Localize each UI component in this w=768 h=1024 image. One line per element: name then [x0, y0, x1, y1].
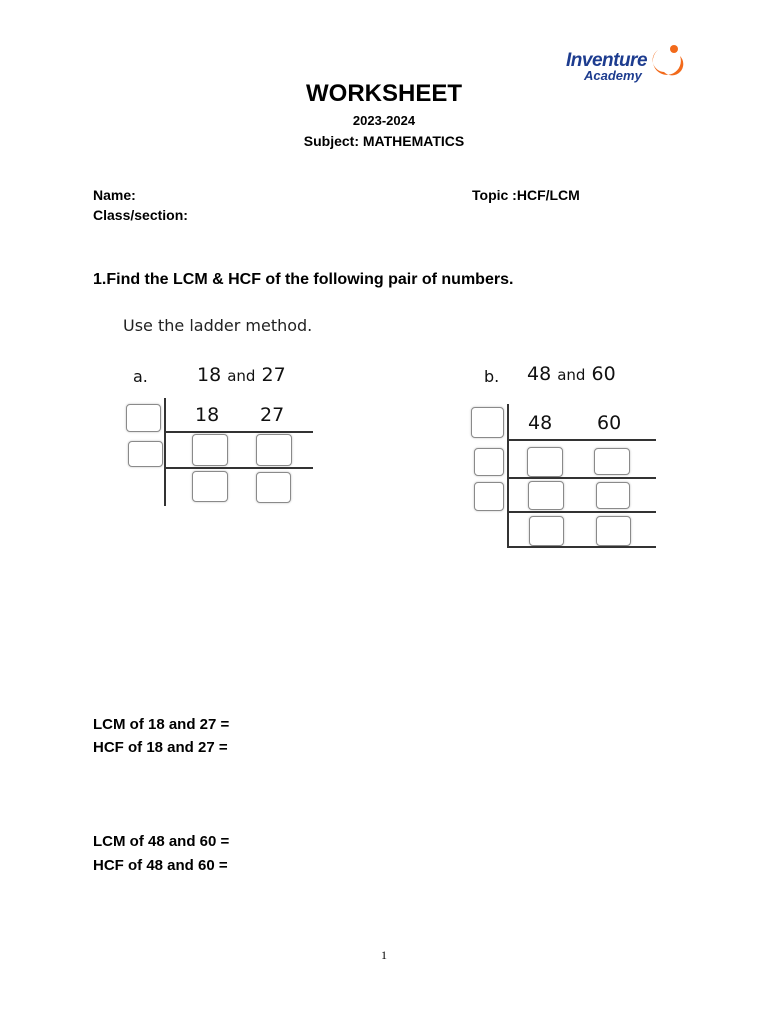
- subject-line: Subject: MATHEMATICS: [303, 133, 465, 149]
- ladder-a-quotient-box-1b[interactable]: [256, 434, 292, 466]
- ladder-a-divisor-box-1[interactable]: [126, 404, 161, 432]
- ladder-a-line-1: [164, 431, 313, 433]
- ladder-a-line-2: [164, 467, 313, 469]
- problem-b-num1: 48: [527, 363, 552, 385]
- problem-b-num2: 60: [591, 363, 616, 385]
- worksheet-title: WORKSHEET: [306, 80, 462, 107]
- academic-year: 2023-2024: [352, 113, 416, 128]
- instruction-text: Use the ladder method.: [123, 316, 313, 335]
- ladder-b-quotient-box-3b[interactable]: [596, 516, 631, 546]
- ladder-a-num1: 18: [195, 404, 220, 426]
- problem-b-label: b.: [484, 367, 500, 386]
- page-number: 1: [381, 948, 387, 962]
- lcm-48-60-answer-line: LCM of 48 and 60 =: [93, 833, 230, 850]
- ladder-a-quotient-box-2b[interactable]: [256, 472, 291, 503]
- ladder-a-quotient-box-2a[interactable]: [192, 471, 228, 502]
- ladder-a-vertical-line: [164, 398, 166, 506]
- ladder-b-quotient-box-2b[interactable]: [596, 482, 630, 509]
- ladder-b-divisor-box-2[interactable]: [474, 448, 504, 476]
- name-field-label: Name:: [93, 187, 136, 203]
- ladder-b-quotient-box-1b[interactable]: [594, 448, 630, 475]
- ladder-b-num1: 48: [528, 412, 553, 434]
- ladder-b-line-3: [507, 511, 656, 513]
- ladder-b-quotient-box-3a[interactable]: [529, 516, 564, 546]
- ladder-b-quotient-box-1a[interactable]: [527, 447, 563, 477]
- ladder-a-divisor-box-2[interactable]: [128, 441, 163, 467]
- question-1-text: 1.Find the LCM & HCF of the following pair of numbers.: [93, 271, 514, 288]
- ladder-a-quotient-box-1a[interactable]: [192, 434, 228, 466]
- logo-mark-icon: [650, 42, 684, 78]
- ladder-b-quotient-box-2a[interactable]: [528, 481, 564, 510]
- problem-a-num2: 27: [261, 364, 286, 386]
- hcf-18-27-answer-line: HCF of 18 and 27 =: [93, 739, 228, 756]
- ladder-b-divisor-box-1[interactable]: [471, 407, 504, 438]
- problem-a-numbers: [197, 364, 286, 386]
- lcm-18-27-answer-line: LCM of 18 and 27 =: [93, 716, 230, 733]
- logo-text-academy: Academy: [584, 68, 642, 83]
- class-section-field-label: Class/section:: [93, 207, 188, 223]
- ladder-b-line-4: [507, 546, 656, 548]
- problem-b-numbers: [527, 363, 616, 385]
- hcf-48-60-answer-line: HCF of 48 and 60 =: [93, 857, 228, 874]
- problem-a-label: a.: [133, 367, 148, 386]
- topic-label: Topic :HCF/LCM: [472, 187, 580, 203]
- ladder-b-line-2: [507, 477, 656, 479]
- ladder-b-divisor-box-3[interactable]: [474, 482, 504, 511]
- ladder-b-num2: 60: [597, 412, 622, 434]
- problem-a-num1: 18: [197, 364, 222, 386]
- problem-a-and: and: [227, 367, 256, 385]
- ladder-a-num2: 27: [260, 404, 285, 426]
- ladder-b-vertical-line: [507, 404, 509, 548]
- ladder-b-line-1: [507, 439, 656, 441]
- logo-text-inventure: Inventure: [566, 50, 648, 71]
- problem-b-and: and: [557, 366, 586, 384]
